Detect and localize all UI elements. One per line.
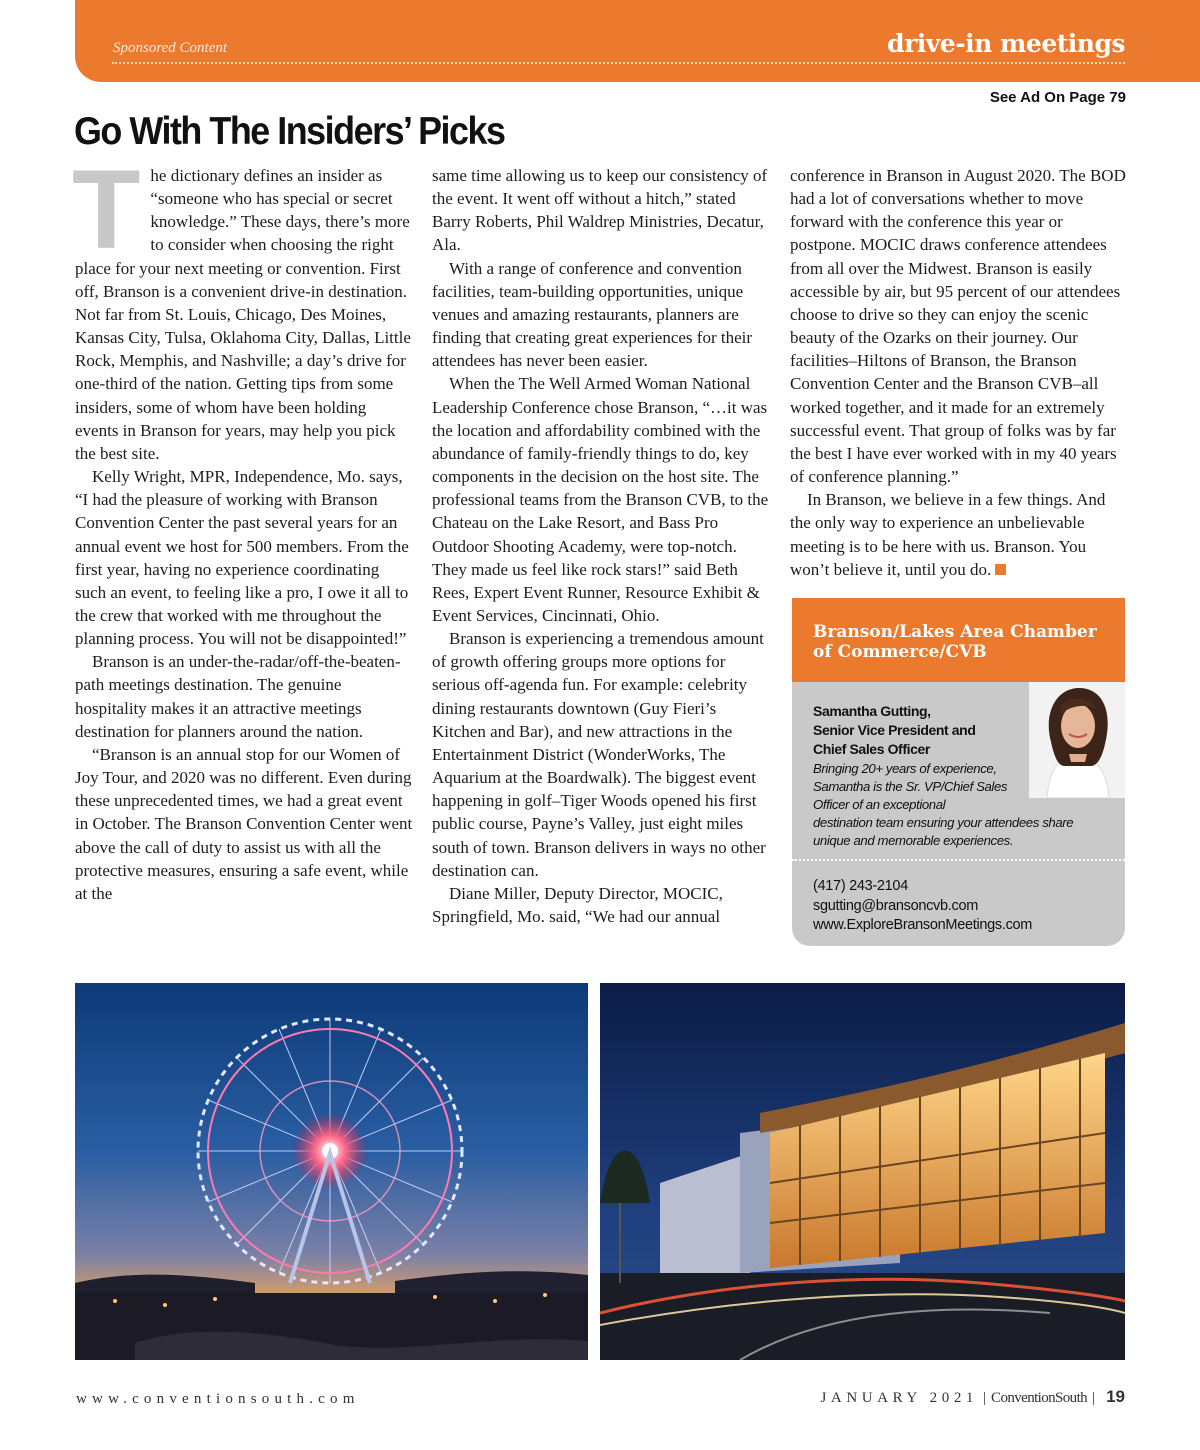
contact-name: Samantha Gutting, <box>813 703 931 719</box>
paragraph: With a range of conference and convention facilities, team-building opportunities, unique venues and amazing restaurants, planners are finding that creating great experiences for their attendees has never been easier. <box>432 258 753 371</box>
contact-phone[interactable]: (417) 243-2104 <box>813 878 908 894</box>
convention-center-illustration <box>600 983 1125 1360</box>
paragraph: Kelly Wright, MPR, Independence, Mo. says, “I had the pleasure of working with Branson Convention Center the past several years for an annual event we host for 500 members. From the first year, having no experience coordinating such an event, to feeling like a pro, I owe it all to the crew that worked with me throughout the planning process. You will not be disappointed!” <box>75 467 409 649</box>
footer-website: www.conventionsouth.com <box>76 1391 360 1407</box>
paragraph: When the The Well Armed Woman National Leadership Conference chose Branson, “…it was the location and affordability combined with the abundance of family-friendly things to do, key components in the decision on the host site. The professional teams from the Branson CVB, to the Chateau on the Lake Resort, and Bass Pro Outdoor Shooting Academy, were top-notch. They made us feel like rock stars!” said Beth Rees, Expert Event Runner, Resource Exhibit & Event Services, Cincinnati, Ohio. <box>432 374 769 625</box>
contact-website[interactable]: www.ExploreBransonMeetings.com <box>813 917 1033 933</box>
contact-title-line-2: Chief Sales Officer <box>813 741 930 757</box>
article-column-1 <box>72 147 413 905</box>
contact-details <box>813 702 1113 850</box>
footer-issue-date: JANUARY 2021 <box>820 1390 979 1406</box>
contact-methods <box>813 877 1032 936</box>
header-dotted-rule <box>112 62 1125 64</box>
end-of-article-mark <box>995 564 1006 575</box>
sponsored-label: Sponsored Content <box>113 40 228 56</box>
footer-magazine-name: ConventionSouth <box>991 1390 1088 1406</box>
footer-separator: | <box>1092 1390 1096 1406</box>
section-title: drive-in meetings <box>887 29 1125 58</box>
contact-org-name: Branson/Lakes Area Chamber of Commerce/CVB <box>792 598 1125 682</box>
ferris-wheel-illustration <box>75 983 588 1360</box>
contact-title-line-1: Senior Vice President and <box>813 722 976 738</box>
footer-issue-info <box>820 1387 1125 1407</box>
paragraph: Branson is an under-the-radar/off-the-beaten-path meetings destination. The genuine hospitality makes it an attractive meetings destination for planners around the nation. <box>75 652 401 741</box>
article-headline: Go With The Insiders’ Picks <box>74 110 505 153</box>
page-number: 19 <box>1106 1387 1125 1406</box>
paragraph: The dictionary defines an insider as “someone who has special or secret knowledge.” These days, there’s more to consider when choosing the right place for your next meeting or convention. First off, Branson is a convenient drive-in destination. Not far from St. Louis, Chicago, Des Moines, Kansas City, Tulsa, Oklahoma City, Dallas, Little Rock, Memphis, and Nashville; a day’s drive for one-third of the nation. Getting tips from some insiders, some of whom have been holding events in Branson for years, may help you pick the best site. <box>72 147 411 463</box>
paragraph: Diane Miller, Deputy Director, MOCIC, Springfield, Mo. said, “We had our annual <box>432 883 723 926</box>
paragraph: Branson is experiencing a tremendous amount of growth offering groups more options for serious off-agenda fun. For example: celebrity dining restaurants downtown (Guy Fieri’s Kitchen and Bar), and new attractions in the Entertainment District (WonderWorks, The Aquarium at the Boardwalk). The biggest event happening in golf–Tiger Woods opened his first public course, Payne’s Valley, just eight miles south of town. Branson delivers in ways no other destination can. <box>432 629 766 880</box>
paragraph: “Branson is an annual stop for our Women of Joy Tour, and 2020 was no different. Even during these unprecedented times, we had a great event in October. The Branson Convention Center went above the call of duty to assist us with all the protective measures, ensuring a safe event, while at the <box>75 744 413 903</box>
article-column-3 <box>790 164 1128 581</box>
footer-separator: | <box>983 1390 987 1406</box>
drop-cap: T <box>72 147 141 272</box>
see-ad-note: See Ad On Page 79 <box>989 89 1126 106</box>
paragraph: conference in Branson in August 2020. The BOD had a lot of conversations whether to move forward with the conference this year or postpone. MOCIC draws conference attendees from all over the Midwest. Branson is easily accessible by air, but 95 percent of our attendees choose to drive so they can enjoy the scenic beauty of the Ozarks on their journey. Our facilities–Hiltons of Branson, the Branson Convention Center and the Branson CVB–all worked together, and it made for an extremely successful event. That group of folks was by far the best I have ever worked with in my 40 years of conference planning.” <box>790 166 1126 487</box>
convention-center-photo <box>600 983 1125 1360</box>
paragraph: same time allowing us to keep our consistency of the event. It went off without a hitch,” stated Barry Roberts, Phil Waldrep Ministries, Decatur, Ala. <box>432 166 768 255</box>
contact-dotted-rule <box>792 859 1125 861</box>
contact-description: Bringing 20+ years of experience, Samantha is the Sr. VP/Chief Sales Officer of an exceptional destination team ensuring your attendees share unique and memorable experiences. <box>813 761 1074 848</box>
paragraph: In Branson, we believe in a few things. And the only way to experience an unbelievable meeting is to be here with us. Branson. You won’t believe it, until you do. <box>790 490 1106 579</box>
ferris-wheel-photo <box>75 983 588 1360</box>
article-column-2 <box>432 164 770 928</box>
contact-email[interactable]: sgutting@bransoncvb.com <box>813 897 978 914</box>
contact-box <box>792 598 1125 946</box>
